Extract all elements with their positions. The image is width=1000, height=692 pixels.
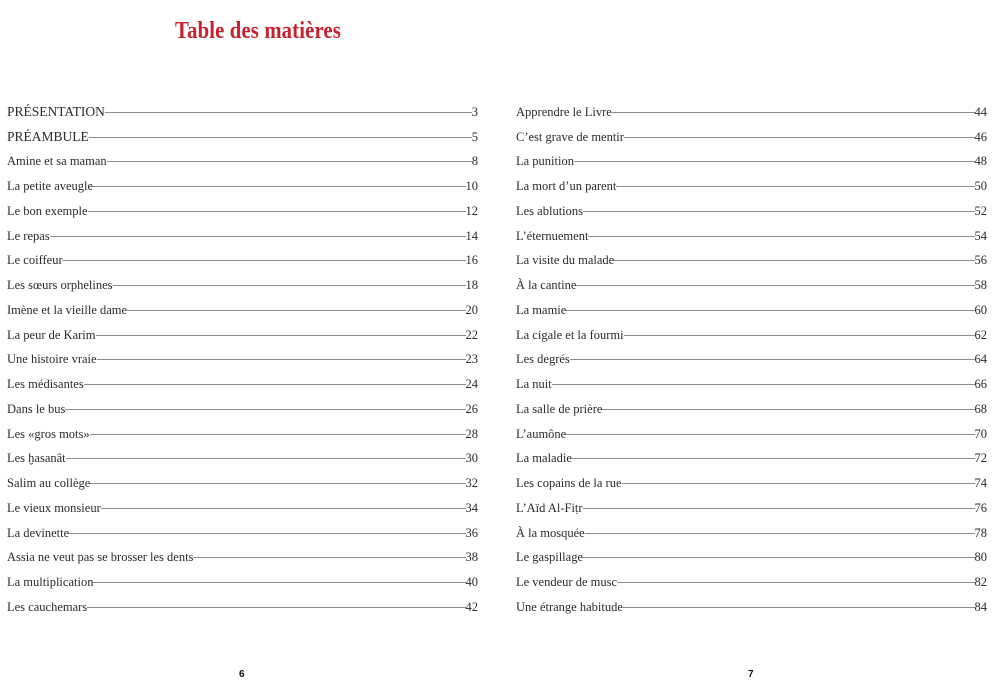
toc-entry	[7, 145, 478, 170]
toc-entry	[7, 392, 478, 417]
toc-entry-title: La mamie	[516, 302, 567, 317]
page-number-left: 6	[239, 669, 245, 680]
toc-entry-page: 32	[465, 476, 478, 490]
toc-entry	[7, 516, 478, 541]
toc-entry-title: L’éternuement	[516, 228, 589, 243]
toc-entry	[516, 244, 987, 269]
toc-entry-title: PRÉAMBULE	[7, 128, 89, 144]
toc-leader-line	[552, 384, 975, 385]
toc-leader-line	[566, 434, 974, 435]
toc-entry-page: 46	[974, 129, 987, 144]
toc-entry-page: 64	[974, 352, 987, 367]
toc-entry-title: Amine et sa maman	[7, 154, 107, 169]
toc-leader-line	[97, 359, 466, 360]
toc-leader-line	[88, 211, 466, 212]
toc-entry-page: 74	[974, 476, 987, 490]
toc-entry	[7, 318, 478, 343]
toc-leader-line	[617, 582, 974, 583]
toc-entry-page: 10	[465, 179, 478, 193]
toc-entry-page: 50	[974, 179, 987, 193]
toc-entry-title: La mort d’un parent	[516, 179, 617, 193]
toc-entry-page: 34	[465, 500, 478, 515]
toc-entry	[516, 541, 987, 566]
toc-entry-page: 84	[974, 599, 987, 614]
toc-entry-title: L’Aïd Al-Fiṭr	[516, 500, 583, 515]
toc-entry-title: La maladie	[516, 451, 572, 466]
toc-leader-line	[69, 533, 465, 534]
toc-entry	[7, 442, 478, 467]
page-number-right: 7	[748, 669, 754, 680]
toc-entry-title: Le bon exemple	[7, 203, 88, 218]
toc-leader-line	[602, 409, 974, 410]
toc-entry-title: C’est grave de mentir	[516, 129, 624, 144]
toc-entry-page: 52	[974, 203, 987, 218]
toc-entry	[7, 590, 478, 615]
toc-entry-page: 68	[974, 401, 987, 416]
toc-entry-page: 8	[471, 154, 478, 169]
toc-entry	[516, 318, 987, 343]
toc-leader-line	[101, 508, 466, 509]
toc-leader-line	[65, 409, 465, 410]
toc-entry-page: 40	[465, 575, 478, 589]
toc-entry	[516, 442, 987, 467]
toc-entry	[7, 541, 478, 566]
toc-entry-page: 54	[974, 228, 987, 243]
toc-leader-line	[624, 335, 975, 336]
toc-leader-line	[84, 384, 466, 385]
toc-entry-title: Une histoire vraie	[7, 352, 97, 367]
toc-leader-line	[89, 137, 472, 138]
toc-leader-line	[63, 260, 466, 261]
toc-leader-line	[622, 483, 975, 484]
toc-entry-page: 76	[974, 500, 987, 515]
toc-leader-line	[96, 335, 466, 336]
toc-entry-page: 28	[465, 426, 478, 441]
toc-entry-page: 60	[974, 302, 987, 317]
toc-leader-line	[612, 112, 975, 113]
toc-left-column	[7, 95, 478, 615]
toc-entry-title: Le vieux monsieur	[7, 500, 101, 515]
toc-entry-title: La visite du malade	[516, 253, 615, 268]
toc-entry-title: La cigale et la fourmi	[516, 327, 624, 342]
toc-entry-page: 24	[465, 377, 478, 391]
toc-entry	[516, 219, 987, 244]
toc-entry-title: Dans le bus	[7, 401, 66, 416]
toc-entry-page: 82	[974, 575, 987, 589]
toc-entry-title: La multiplication	[7, 575, 94, 589]
toc-entry-page: 14	[465, 228, 478, 243]
toc-entry	[7, 466, 478, 491]
toc-entry	[516, 466, 987, 491]
toc-entry-page: 38	[465, 550, 478, 565]
toc-entry-page: 78	[974, 525, 987, 540]
toc-entry-title: Imène et la vieille dame	[7, 302, 128, 317]
toc-entry	[7, 565, 478, 590]
toc-entry-page: 16	[465, 253, 478, 268]
toc-entry-title: Le coiffeur	[7, 253, 63, 268]
toc-entry	[7, 367, 478, 392]
toc-leader-line	[570, 359, 975, 360]
toc-entry-page: 44	[974, 104, 987, 119]
toc-entry-title: La petite aveugle	[7, 179, 94, 193]
toc-entry-title: À la mosquée	[516, 525, 585, 540]
toc-leader-line	[90, 434, 466, 435]
toc-entry-title: À la cantine	[516, 278, 577, 292]
toc-entry-page: 26	[465, 401, 478, 416]
toc-entry	[516, 120, 987, 145]
toc-leader-line	[583, 508, 975, 509]
toc-entry-page: 3	[471, 104, 478, 119]
toc-entry	[7, 343, 478, 368]
toc-entry-page: 23	[465, 352, 478, 367]
toc-entry	[516, 590, 987, 615]
toc-entry-title: Le vendeur de musc	[516, 575, 618, 589]
toc-entry-page: 56	[974, 253, 987, 268]
toc-leader-line	[127, 310, 465, 311]
toc-leader-line	[585, 533, 975, 534]
toc-entry	[7, 293, 478, 318]
toc-leader-line	[583, 211, 974, 212]
toc-entry	[7, 120, 478, 145]
toc-entry	[7, 95, 478, 120]
toc-entry	[516, 343, 987, 368]
toc-entry-title: Les ḫasanât	[7, 451, 66, 466]
toc-entry	[516, 516, 987, 541]
toc-leader-line	[87, 607, 465, 608]
toc-entry	[516, 491, 987, 516]
toc-entry-title: PRÉSENTATION	[7, 103, 105, 119]
toc-leader-line	[624, 137, 975, 138]
toc-leader-line	[66, 458, 466, 459]
toc-leader-line	[572, 458, 975, 459]
toc-leader-line	[588, 236, 974, 237]
toc-entry	[516, 565, 987, 590]
toc-entry-title: Les degrés	[516, 352, 570, 367]
toc-entry-title: La peur de Karim	[7, 327, 96, 342]
toc-entry	[7, 417, 478, 442]
toc-entry	[516, 367, 987, 392]
toc-entry-title: La nuit	[516, 377, 552, 391]
toc-entry-page: 80	[974, 550, 987, 565]
toc-entry	[7, 244, 478, 269]
toc-entry-page: 18	[465, 278, 478, 292]
toc-leader-line	[90, 483, 465, 484]
toc-entry-page: 70	[974, 426, 987, 441]
toc-entry	[7, 194, 478, 219]
toc-entry	[516, 169, 987, 194]
toc-leader-line	[616, 186, 974, 187]
toc-entry	[7, 491, 478, 516]
toc-entry-title: L’aumône	[516, 426, 567, 441]
toc-leader-line	[614, 260, 974, 261]
toc-entry-title: La punition	[516, 154, 574, 169]
toc-entry-title: Les sœurs orphelines	[7, 278, 113, 292]
toc-leader-line	[574, 161, 975, 162]
toc-entry	[516, 392, 987, 417]
toc-entry-title: Salim au collège	[7, 476, 91, 490]
toc-leader-line	[583, 557, 975, 558]
toc-entry-page: 20	[465, 302, 478, 317]
toc-entry	[7, 219, 478, 244]
toc-entry-page: 48	[974, 154, 987, 169]
toc-entry	[516, 293, 987, 318]
toc-leader-line	[93, 582, 465, 583]
toc-leader-line	[193, 557, 465, 558]
toc-entry-page: 66	[974, 377, 987, 391]
toc-entry-title: Les cauchemars	[7, 599, 88, 614]
toc-entry-page: 12	[465, 203, 478, 218]
toc-leader-line	[105, 112, 472, 113]
toc-entry-title: La salle de prière	[516, 401, 603, 416]
toc-entry-title: Les ablutions	[516, 203, 584, 218]
toc-entry-page: 22	[465, 327, 478, 342]
toc-entry-page: 58	[974, 278, 987, 292]
toc-leader-line	[113, 285, 466, 286]
toc-entry	[7, 268, 478, 293]
toc-entry	[516, 268, 987, 293]
toc-entry-page: 30	[465, 451, 478, 466]
toc-entry	[516, 145, 987, 170]
toc-leader-line	[93, 186, 465, 187]
toc-leader-line	[623, 607, 975, 608]
toc-entry-title: Les copains de la rue	[516, 476, 622, 490]
toc-entry-title: Une étrange habitude	[516, 599, 623, 614]
toc-entry	[516, 194, 987, 219]
toc-leader-line	[576, 285, 974, 286]
toc-entry-title: Le gaspillage	[516, 550, 583, 565]
toc-entry	[516, 95, 987, 120]
toc-entry-title: Les médisantes	[7, 377, 84, 391]
toc-leader-line	[566, 310, 974, 311]
toc-right-column	[516, 95, 987, 615]
toc-entry-title: Apprendre le Livre	[516, 104, 612, 119]
toc-entry-page: 5	[471, 129, 478, 144]
toc-entry	[7, 169, 478, 194]
toc-leader-line	[107, 161, 472, 162]
toc-entry-title: Les «gros mots»	[7, 426, 90, 441]
toc-entry-page: 42	[465, 599, 478, 614]
toc-leader-line	[50, 236, 466, 237]
toc-entry-title: Le repas	[7, 228, 50, 243]
toc-entry-title: La devinette	[7, 525, 70, 540]
toc-entry-page: 72	[974, 451, 987, 466]
toc-entry-page: 36	[465, 525, 478, 540]
toc-entry-page: 62	[974, 327, 987, 342]
toc-entry	[516, 417, 987, 442]
toc-entry-title: Assia ne veut pas se brosser les dents	[7, 550, 194, 565]
page-title: Table des matières	[175, 18, 341, 44]
